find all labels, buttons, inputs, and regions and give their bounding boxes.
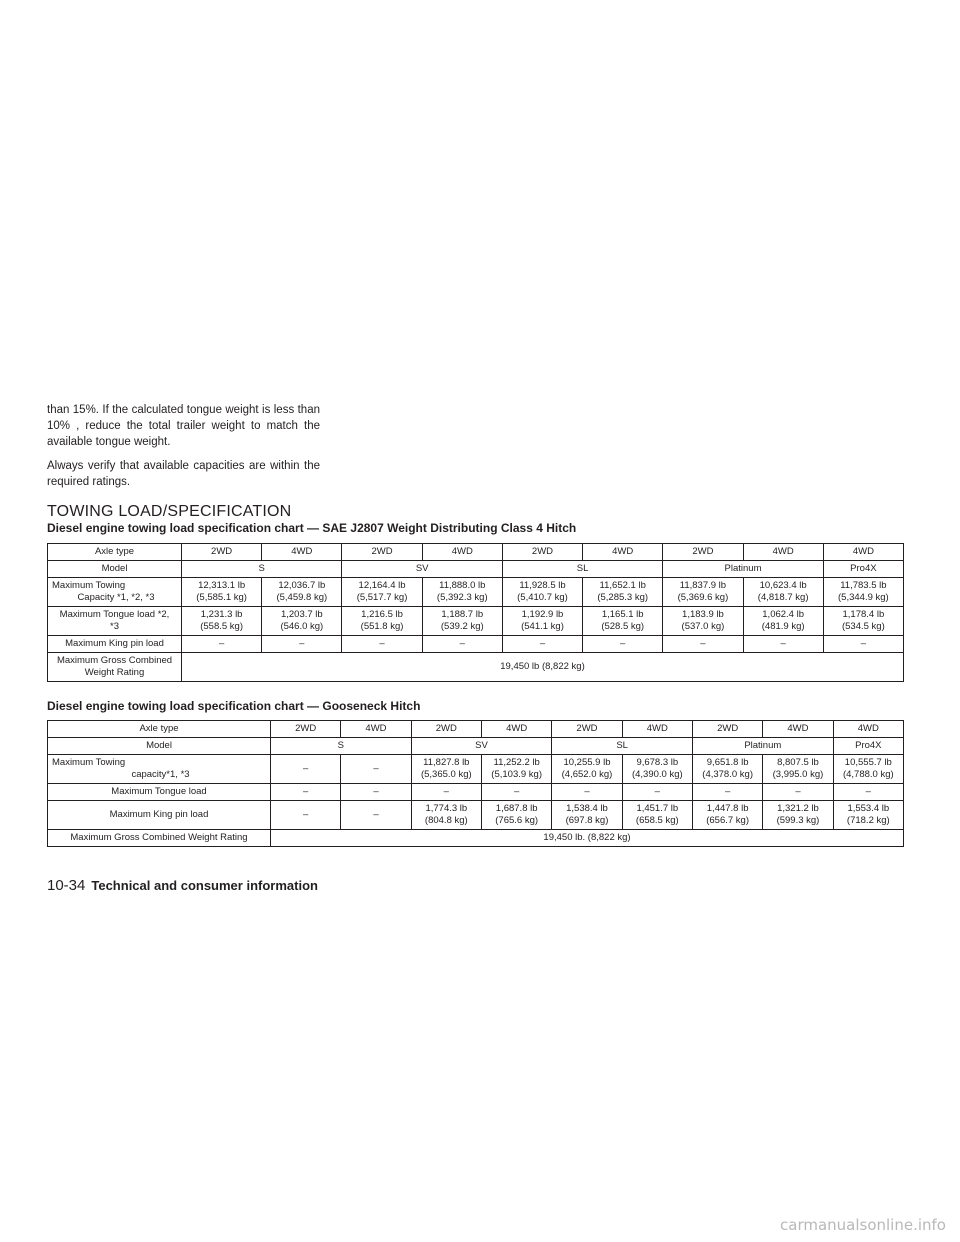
row-label-line: *3 bbox=[110, 621, 119, 632]
table-cell: 1,687.8 lb (765.6 kg) bbox=[481, 801, 551, 830]
page-number: 10-34 bbox=[47, 877, 86, 894]
table-cell: 10,255.9 lb (4,652.0 kg) bbox=[552, 755, 622, 784]
table-row-gcwr bbox=[48, 653, 904, 682]
table-cell: – bbox=[422, 636, 502, 653]
row-label: Maximum Gross Combined Weight Rating bbox=[48, 830, 271, 847]
row-label: Maximum King pin load bbox=[48, 636, 182, 653]
table-cell: 1,178.4 lb (534.5 kg) bbox=[823, 607, 903, 636]
table-row-max-towing bbox=[48, 755, 904, 784]
row-label bbox=[48, 578, 182, 607]
table-cell: S bbox=[271, 738, 412, 755]
row-label-line: Maximum Tongue load *2, bbox=[59, 609, 170, 620]
table-cell: 4WD bbox=[833, 721, 903, 738]
towing-spec-table-weight-distributing bbox=[47, 543, 904, 682]
table-cell: – bbox=[663, 636, 743, 653]
table-cell: 4WD bbox=[763, 721, 833, 738]
table-cell: 1,188.7 lb (539.2 kg) bbox=[422, 607, 502, 636]
table-cell: 1,451.7 lb (658.5 kg) bbox=[622, 801, 692, 830]
row-label: Model bbox=[48, 738, 271, 755]
table-cell: 4WD bbox=[341, 721, 411, 738]
table-cell: – bbox=[583, 636, 663, 653]
row-label-line: Weight Rating bbox=[84, 667, 145, 678]
table-cell: 9,678.3 lb (4,390.0 kg) bbox=[622, 755, 692, 784]
table-cell: 1,538.4 lb (697.8 kg) bbox=[552, 801, 622, 830]
table-row-gcwr bbox=[48, 830, 904, 847]
table-cell: – bbox=[341, 784, 411, 801]
table-cell: 1,203.7 lb (546.0 kg) bbox=[262, 607, 342, 636]
row-label bbox=[48, 607, 182, 636]
table-cell: 1,192.9 lb (541.1 kg) bbox=[502, 607, 582, 636]
row-label-line: Capacity *1, *2, *3 bbox=[77, 592, 155, 603]
table-cell: 11,783.5 lb (5,344.9 kg) bbox=[823, 578, 903, 607]
row-label bbox=[48, 653, 182, 682]
row-label: Maximum King pin load bbox=[48, 801, 271, 830]
table-cell: 4WD bbox=[583, 544, 663, 561]
table-row-max-towing bbox=[48, 578, 904, 607]
table-cell: – bbox=[552, 784, 622, 801]
row-label-line: Maximum Towing bbox=[52, 757, 126, 768]
table-cell: 2WD bbox=[552, 721, 622, 738]
table-cell: 1,216.5 lb (551.8 kg) bbox=[342, 607, 422, 636]
table-cell: SL bbox=[502, 561, 662, 578]
table-cell: Platinum bbox=[663, 561, 823, 578]
table-cell: 8,807.5 lb (3,995.0 kg) bbox=[763, 755, 833, 784]
row-label: Axle type bbox=[48, 544, 182, 561]
row-label: Model bbox=[48, 561, 182, 578]
table2-title: Diesel engine towing load specification chart — Gooseneck Hitch bbox=[47, 699, 421, 713]
row-label-line: Maximum Towing bbox=[52, 580, 126, 591]
table-cell-gcwr: 19,450 lb. (8,822 kg) bbox=[271, 830, 904, 847]
table-row-axle-type bbox=[48, 544, 904, 561]
table-cell: – bbox=[341, 801, 411, 830]
table-cell: 12,164.4 lb (5,517.7 kg) bbox=[342, 578, 422, 607]
table-row-max-king-pin-load bbox=[48, 636, 904, 653]
table-cell: 1,165.1 lb (528.5 kg) bbox=[583, 607, 663, 636]
table-cell: – bbox=[763, 784, 833, 801]
table-cell: 12,036.7 lb (5,459.8 kg) bbox=[262, 578, 342, 607]
intro-text bbox=[47, 402, 320, 498]
towing-spec-table-gooseneck bbox=[47, 720, 904, 847]
table-cell: – bbox=[823, 636, 903, 653]
table-cell: 1,321.2 lb (599.3 kg) bbox=[763, 801, 833, 830]
row-label: Axle type bbox=[48, 721, 271, 738]
watermark: carmanualsonline.info bbox=[780, 1216, 946, 1234]
table-cell: 4WD bbox=[823, 544, 903, 561]
table-cell: Platinum bbox=[692, 738, 833, 755]
table-cell: – bbox=[271, 755, 341, 784]
table-cell: Pro4X bbox=[823, 561, 903, 578]
section-heading: TOWING LOAD/SPECIFICATION bbox=[47, 503, 292, 520]
table-cell: 10,555.7 lb (4,788.0 kg) bbox=[833, 755, 903, 784]
table-cell: 2WD bbox=[692, 721, 762, 738]
table-cell: 9,651.8 lb (4,378.0 kg) bbox=[692, 755, 762, 784]
table-cell: 4WD bbox=[622, 721, 692, 738]
table-cell: – bbox=[833, 784, 903, 801]
row-label: Maximum Tongue load bbox=[48, 784, 271, 801]
table-cell: 11,252.2 lb (5,103.9 kg) bbox=[481, 755, 551, 784]
table-row-max-king-pin-load bbox=[48, 801, 904, 830]
table-cell: – bbox=[262, 636, 342, 653]
intro-paragraph-1: than 15%. If the calculated tongue weight is less than 10% , reduce the total trailer weight to match the available tongue weight. bbox=[47, 404, 320, 448]
table-cell: – bbox=[502, 636, 582, 653]
table-cell: 1,183.9 lb (537.0 kg) bbox=[663, 607, 743, 636]
table-cell: – bbox=[743, 636, 823, 653]
table-row-model bbox=[48, 561, 904, 578]
table-row-axle-type bbox=[48, 721, 904, 738]
table-cell: – bbox=[622, 784, 692, 801]
table-cell: 1,062.4 lb (481.9 kg) bbox=[743, 607, 823, 636]
table-cell: S bbox=[182, 561, 342, 578]
table-cell: 1,774.3 lb (804.8 kg) bbox=[411, 801, 481, 830]
table-cell: SV bbox=[342, 561, 502, 578]
table-cell: 11,928.5 lb (5,410.7 kg) bbox=[502, 578, 582, 607]
footer-title: Technical and consumer information bbox=[91, 878, 318, 893]
table-cell: – bbox=[182, 636, 262, 653]
table-cell: – bbox=[411, 784, 481, 801]
table-cell: – bbox=[342, 636, 422, 653]
table-cell: SL bbox=[552, 738, 693, 755]
table-row-max-tongue-load bbox=[48, 784, 904, 801]
table-cell: 12,313.1 lb (5,585.1 kg) bbox=[182, 578, 262, 607]
table-cell: 4WD bbox=[743, 544, 823, 561]
table-cell: 1,447.8 lb (656.7 kg) bbox=[692, 801, 762, 830]
table-cell: – bbox=[692, 784, 762, 801]
table-cell: 2WD bbox=[182, 544, 262, 561]
table-cell: 4WD bbox=[422, 544, 502, 561]
row-label bbox=[48, 755, 271, 784]
table-row-model bbox=[48, 738, 904, 755]
table-cell: – bbox=[481, 784, 551, 801]
table-cell: SV bbox=[411, 738, 552, 755]
table-cell: 10,623.4 lb (4,818.7 kg) bbox=[743, 578, 823, 607]
table-cell: 11,652.1 lb (5,285.3 kg) bbox=[583, 578, 663, 607]
table-cell: Pro4X bbox=[833, 738, 903, 755]
table-cell: 2WD bbox=[502, 544, 582, 561]
table-cell: – bbox=[271, 784, 341, 801]
table-cell: 1,231.3 lb (558.5 kg) bbox=[182, 607, 262, 636]
table-cell: – bbox=[271, 801, 341, 830]
table-cell: 2WD bbox=[663, 544, 743, 561]
table-cell: 2WD bbox=[271, 721, 341, 738]
page-footer bbox=[47, 877, 318, 894]
table1-title: Diesel engine towing load specification chart — SAE J2807 Weight Distributing Class 4 Hitch bbox=[47, 521, 577, 535]
table-cell: – bbox=[341, 755, 411, 784]
row-label-line: capacity*1, *3 bbox=[131, 769, 190, 780]
table-cell: 4WD bbox=[262, 544, 342, 561]
table-row-max-tongue-load bbox=[48, 607, 904, 636]
row-label-line: Maximum Gross Combined bbox=[56, 655, 173, 666]
intro-paragraph-2: Always verify that available capacities are within the required ratings. bbox=[47, 460, 320, 488]
table-cell: 11,888.0 lb (5,392.3 kg) bbox=[422, 578, 502, 607]
table-cell: 11,837.9 lb (5,369.6 kg) bbox=[663, 578, 743, 607]
table-cell: 2WD bbox=[342, 544, 422, 561]
table-cell: 1,553.4 lb (718.2 kg) bbox=[833, 801, 903, 830]
table-cell: 11,827.8 lb (5,365.0 kg) bbox=[411, 755, 481, 784]
table-cell: 2WD bbox=[411, 721, 481, 738]
table-cell: 4WD bbox=[481, 721, 551, 738]
table-cell-gcwr: 19,450 lb (8,822 kg) bbox=[182, 653, 904, 682]
